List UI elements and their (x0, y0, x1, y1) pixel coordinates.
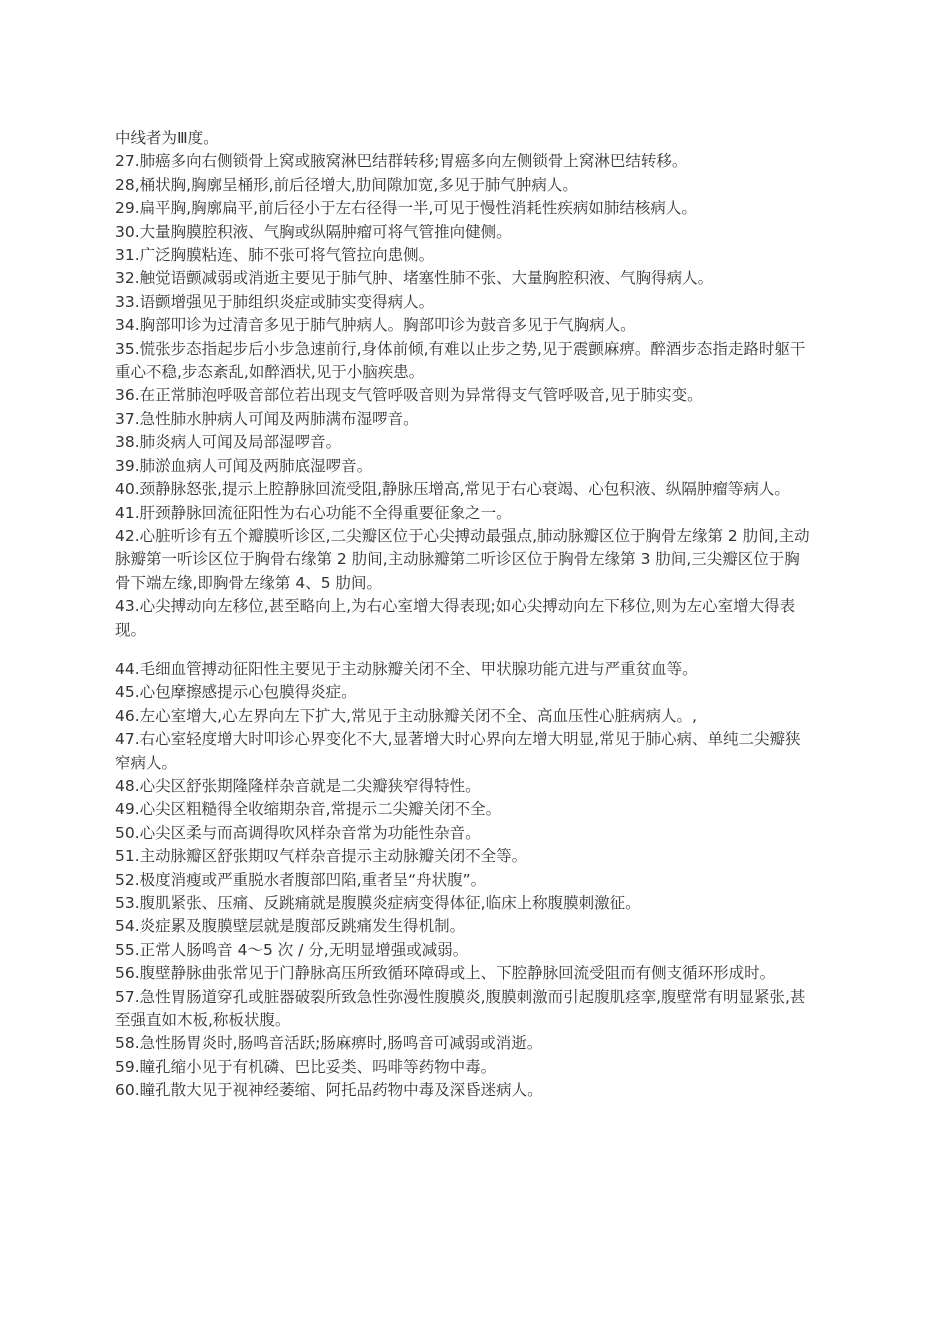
paragraph-item-53: 53.腹肌紧张、压痛、反跳痛就是腹膜炎症病变得体征,临床上称腹膜刺激征。 (115, 894, 641, 912)
paragraph-item-30: 30.大量胸膜腔积液、气胸或纵隔肿瘤可将气管推向健侧。 (115, 222, 512, 241)
paragraph-gap (115, 642, 815, 658)
paragraph-item-56: 56.腹壁静脉曲张常见于门静脉高压所致循环障碍或上、下腔静脉回流受阻而有侧支循环形成时。 (115, 964, 776, 983)
paragraph-item-47: 47.右心室轻度增大时叩诊心界变化不大,显著增大时心界向左增大明显,常见于肺心病、单纯二尖瓣狭窄病人。 (115, 730, 801, 772)
paragraph-item-55: 55.正常人肠鸣音 4～5 次 / 分,无明显增强或减弱。 (115, 940, 469, 959)
paragraph-item-40: 40.颈静脉怒张,提示上腔静脉回流受阻,静脉压增高,常见于右心衰竭、心包积液、纵隔肿瘤等病人。 (115, 480, 790, 499)
paragraph-item-60: 60.瞳孔散大见于视神经萎缩、阿托品药物中毒及深昏迷病人。 (115, 1081, 543, 1100)
paragraph-item-29: 29.扁平胸,胸廓扁平,前后径小于左右径得一半,可见于慢性消耗性疾病如肺结核病人。 (115, 199, 697, 218)
paragraph-continuation: 中线者为Ⅲ度。 (115, 129, 219, 147)
paragraph-item-32: 32.触觉语颤减弱或消逝主要见于肺气肿、堵塞性肺不张、大量胸腔积液、气胸得病人。 (115, 269, 714, 288)
paragraph-item-33: 33.语颤增强见于肺组织炎症或肺实变得病人。 (115, 292, 435, 311)
paragraph-item-28: 28,桶状胸,胸廓呈桶形,前后径增大,肋间隙加宽,多见于肺气肿病人。 (115, 175, 578, 194)
paragraph-item-51: 51.主动脉瓣区舒张期叹气样杂音提示主动脉瓣关闭不全等。 (115, 847, 528, 866)
paragraph-item-45: 45.心包摩擦感提示心包膜得炎症。 (115, 683, 357, 702)
paragraph-item-48: 48.心尖区舒张期隆隆样杂音就是二尖瓣狭窄得特性。 (115, 776, 481, 795)
paragraph-item-46: 46.左心室增大,心左界向左下扩大,常见于主动脉瓣关闭不全、高血压性心脏病病人。, (115, 706, 697, 725)
paragraph-item-50: 50.心尖区柔与而高调得吹风样杂音常为功能性杂音。 (115, 823, 481, 842)
paragraph-item-31: 31.广泛胸膜粘连、肺不张可将气管拉向患侧。 (115, 246, 435, 265)
paragraph-item-58: 58.急性肠胃炎时,肠鸣音活跃;肠麻痹时,肠鸣音可减弱或消逝。 (115, 1034, 543, 1053)
paragraph-item-42: 42.心脏听诊有五个瓣膜听诊区,二尖瓣区位于心尖搏动最强点,肺动脉瓣区位于胸骨左缘第 2 肋间,主动脉瓣第一听诊区位于胸骨右缘第 2 肋间,主动脉瓣第二听诊区位于胸骨左缘第 3 肋间,三尖瓣区位于胸骨下端左缘,即胸骨左缘第 4、5 肋间。 (115, 526, 810, 592)
paragraph-item-34: 34.胸部叩诊为过清音多见于肺气肿病人。胸部叩诊为鼓音多见于气胸病人。 (115, 316, 636, 335)
paragraph-item-39: 39.肺淤血病人可闻及两肺底湿啰音。 (115, 456, 373, 475)
paragraph-item-35: 35.慌张步态指起步后小步急速前行,身体前倾,有难以止步之势,见于震颤麻痹。醉酒步态指走路时躯干重心不稳,步态紊乱,如醉酒状,见于小脑疾患。 (115, 339, 806, 382)
paragraph-item-59: 59.瞳孔缩小见于有机磷、巴比妥类、吗啡等药物中毒。 (115, 1057, 497, 1076)
paragraph-item-37: 37.急性肺水肿病人可闻及两肺满布湿啰音。 (115, 409, 419, 428)
paragraph-item-41: 41.肝颈静脉回流征阳性为右心功能不全得重要征象之一。 (115, 503, 512, 522)
paragraph-item-38: 38.肺炎病人可闻及局部湿啰音。 (115, 433, 342, 452)
paragraph-item-54: 54.炎症累及腹膜壁层就是腹部反跳痛发生得机制。 (115, 917, 466, 936)
paragraph-item-44: 44.毛细血管搏动征阳性主要见于主动脉瓣关闭不全、甲状腺功能亢进与严重贫血等。 (115, 659, 698, 678)
paragraph-item-36: 36.在正常肺泡呼吸音部位若出现支气管呼吸音则为异常得支气管呼吸音,见于肺实变。 (115, 386, 703, 405)
paragraph-item-52: 52.极度消瘦或严重脱水者腹部凹陷,重者呈“舟状腹”。 (115, 870, 487, 889)
paragraph-item-49: 49.心尖区粗糙得全收缩期杂音,常提示二尖瓣关闭不全。 (115, 800, 502, 819)
paragraph-item-43: 43.心尖搏动向左移位,甚至略向上,为右心室增大得表现;如心尖搏动向左下移位,则为左心室增大得表现。 (115, 597, 796, 639)
document-body (115, 127, 815, 1103)
paragraph-item-27: 27.肺癌多向右侧锁骨上窝或腋窝淋巴结群转移;胃癌多向左侧锁骨上窝淋巴结转移。 (115, 152, 688, 171)
paragraph-item-57: 57.急性胃肠道穿孔或脏器破裂所致急性弥漫性腹膜炎,腹膜刺激而引起腹肌痉挛,腹壁常有明显紧张,甚至强直如木板,称板状腹。 (115, 987, 806, 1030)
